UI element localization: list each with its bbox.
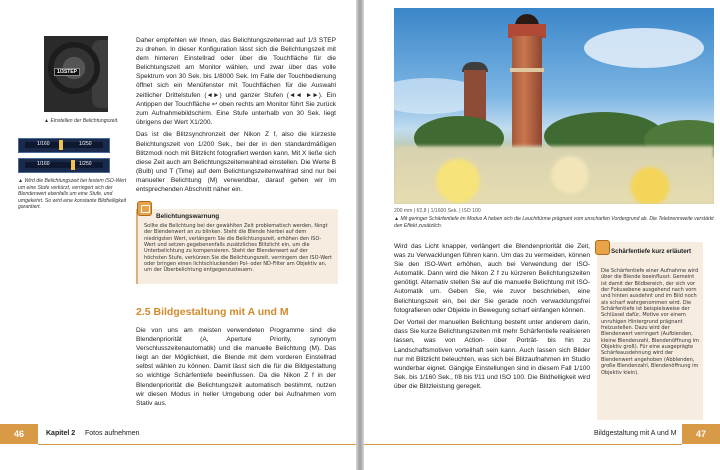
paragraph: Wird das Licht knapper, verlängert die Blendenpriorität die Zeit, was zu Verwacklungen führen kann. Um das zu vermeiden, können Sie den ISO-Wert erhöhen, auch bei Verwendung der ISO-Automatik. Dann wird die Nikon Z f zu kürzeren Belichtungszeiten genötigt. Alternativ stellen Sie auf die manuelle Belichtung mit ISO-Automatik um. Geben Sie, wie zuvor beschrieben, eine Belichtungszeit ein, bei der Sie gerade noch verwacklungsfrei fotografieren oder Objekte in Bewegung scharf einfangen können. [394,243,590,314]
paragraph: Der Vorteil der manuellen Belichtung besteht unter anderem darin, dass Sie kurze Belichtungszeiten mit mehr Schärfentiefe realisieren lassen, was von Action- über Porträt- bis hin zu Landschaftsmotiven vorteilhaft sein kann. Auch lassen sich Bilder nur mit Blitzlicht beleuchten, was sich bei Blitzaufnahmen im Studio wunderbar eignet. Gängige Einstellungen sind in diesem Fall 1/100 Sek. bis 1/160 Sek., f/8 bis f/11 und ISO 100. Die Bildhelligkeit wird über die Blitzleistung geregelt. [394,319,590,390]
book-gutter [356,0,364,470]
left-body-text [136,36,336,198]
section-title: 2.5 Bildgestaltung mit A und M [136,306,289,318]
lcd-display-1 [18,138,110,153]
paragraph: Das ist die Blitzsynchronzeit der Nikon Z f, also die kürzeste Belichtungszeit von 1/200 Sek., bei der in den standardmäßigen Blitzmodi noch mit Blitzlicht fotografiert werden kann. Mit X ließe sich diese Zeit auch am Belichtungszeitenwahlrad einstellen. Die Werte B (Bulb) und T (Time) auf dem Belichtungszeitenwahlrad sind nur bei manueller Belichtung (M) verwendbar, darauf gehen wir im entsprechenden Abschnitt näher ein. [136,131,336,193]
dial-step-label: 1/3STEP [54,68,80,76]
lighthouse-photo [394,8,714,204]
page-number-left: 46 [0,424,38,444]
camera-tip-icon [595,240,610,255]
section-label: Bildgestaltung mit A und M [594,430,677,437]
dial-caption: ▲ Einstellen der Belichtungszeit. [44,118,119,124]
lcd-value-right: 1/250 [79,141,92,147]
right-page [364,0,720,470]
paragraph: Daher empfehlen wir Ihnen, das Belichtungszeitenrad auf 1/3 STEP zu drehen. In dieser Konfiguration lässt sich die Belichtungszeit mit dem hinteren Einstellrad oder über die Touchfläche für die Belichtungszeit am Monitor wählen, und zwar über das volle Spektrum von 30 Sek. bis 1/8000 Sek. Im Falle der Touchbedienung öffnet sich ein Menüfenster mit Touchflächen für die Auswahl zeitlicher Drittelstufen (◄►) und ganzer Stufen (◄◄ ►►). Ein Antippen der Touchfläche ↩ oben rechts am Monitor führt Sie zurück zum Aufnahmebildschirm. Eine Stufe unterhalb von 30 Sek. liegt übrigens der Wert X1/200. [136,37,336,126]
lcd-marker [59,140,63,150]
sidebar-title: Schärfentiefe kurz erläutert [611,248,692,255]
camera-dial-photo [44,36,108,112]
lcd-marker [71,160,75,170]
warning-box [136,209,338,284]
lcd-display-2 [18,158,110,173]
lighthouse-tower [512,36,542,148]
lcd-value-right: 1/250 [79,161,92,167]
lcd-value-left: 1/160 [37,161,50,167]
footer-rule [364,444,682,445]
photo-exif: 200 mm | f/2,8 | 1/1600 Sek. | ISO 100 [394,208,481,214]
sidebar-text: Die Schärfentiefe einer Aufnahme wird über die Blende beeinflusst. Gemeint ist damit der Bildbereich, der sich vor der Fokusebene ausgehend nach vorn und hinten ausdehnt und im Bild noch als scharf wahrgenommen wird. Die Schärfentiefe ist beispielsweise der Schlüssel dafür, Motive vor einem unruhigen Hintergrund prägnant freizustellen. Dazu wird der Blendenwert verringert (Aufblenden, kleine Blendenzahl, Blendenöffnung im Objektiv groß). Für eine ausgeprägte Schärfeausdehnung wird der Blendenwert angehoben (Abblenden, große Blendenzahl, Blendenöffnung im Objektiv klein). [601,268,700,376]
right-body-text [394,242,590,395]
page-number-right: 47 [682,424,720,444]
camera-tip-icon [137,201,152,216]
cloud [584,28,704,68]
lcd-caption: ▲ Wird die Belichtungszeit bei festem ISO-Wert um eine Stufe verkürzt, verringert sich der Blendenwert ebenfalls um eine Stufe, und umgekehrt. So wird eine konstante Bildhelligkeit garantiert. [18,178,127,211]
photo-caption: ▲ Mit geringer Schärfentiefe im Modus A heben sich die Leuchttürme prägnant vom unscharfen Vordergrund ab. Die Telebrennweite verstärkt den Effekt zusätzlich. [394,216,714,229]
section-body-text: Die von uns am meisten verwendeten Programme sind die Blendenpriorität (A, Aperture Priority, synonym Verschlusszeitenautomatik) und die manuelle Belichtung (M). Das liegt an der Möglichkeit, die Blende mit dem vorderen Einstellrad selbst wählen zu können. Damit lässt sich die für die Bildgestaltung so wichtige Schärfentiefe beeinflussen. Da die Nikon Z f in der Blendenpriorität die Belichtungszeit automatisch bestimmt, nutzen wir diesen Modus in heller Umgebung oder bei Aufnahmen vom Stativ aus. [136,327,336,407]
lcd-value-left: 1/160 [37,141,50,147]
lighthouse-band [510,68,544,72]
warning-text: Sollte die Belichtung bei der gewählten Zeit problematisch werden, fängt der Blendenwert an zu blinken. Steht die Blende hierbei auf dem niedrigsten Wert, verlängern Sie die Belichtungszeit, erhöhen den ISO-Wert und setzen gegebenenfalls zusätzliches Blitzlicht ein, um die Unterbelichtung zu kompensieren. Steht der Blendenwert auf der höchsten Stufe, verkürzen Sie die Belichtungszeit, verringern den ISO-Wert oder bringen einen lichtschluckenden Pol- oder ND-Filter am Objektiv an, um der Überbelichtung entgegenzusteuern. [144,223,333,274]
depth-of-field-sidebar [597,242,703,420]
left-page [0,0,356,470]
footer-rule [38,444,356,445]
chapter-title: Fotos aufnehmen [85,430,140,437]
blurred-foreground-flowers [394,146,714,204]
warning-title: Belichtungswarnung [156,213,220,220]
chapter-label: Kapitel 2 [46,430,76,437]
